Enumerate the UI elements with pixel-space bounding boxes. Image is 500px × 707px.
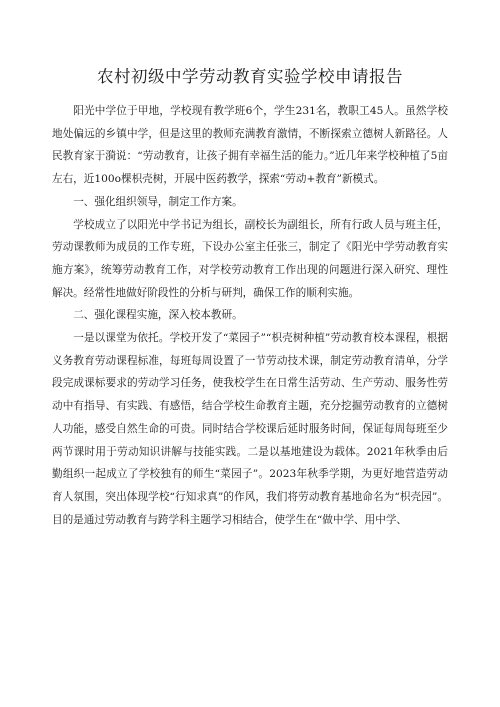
- section-1-paragraph: 学校成立了以阳光中学书记为组长，副校长为副组长，所有行政人员与班主任，劳动课教师为成员的工作专班，下设办公室主任张三，制定了《阳光中学劳动教育实施方案》，统筹劳动教育工作，对学校劳动教育工作出现的问题进行深入研究、理性解决。经常性地做好阶段性的分析与研判，确保工作的顺利实施。: [52, 218, 448, 299]
- document-title: 农村初级中学劳动教育实验学校申请报告: [97, 67, 403, 86]
- intro-paragraph: 阳光中学位于甲地，学校现有教学班6个，学生231名，教职工45人。虽然学校地处偏远的乡镇中学，但是这里的教师充满教育激情，不断探索立德树人新路径。人民教育家于漪说：“劳动教育，让孩子拥有幸福生活的能力。”近几年来学校种植了5亩左右，近100o棵枳壳树，开展中医药教学，探索“劳动+教育”新模式。: [52, 105, 448, 186]
- section-heading-1: 一、强化组织领导，制定工作方案。: [73, 195, 243, 208]
- section-2-paragraph: 一是以课堂为依托。学校开发了“菜园子”“枳壳树种植”劳动教育校本课程，根据义务教育劳动课程标准，每班每周设置了一节劳动技术课，制定劳动教育清单，分学段完成课标要求的劳动学习任务，使我校学生在日常生活劳动、生产劳动、服务性劳动中有指导、有实践、有感悟，结合学校生命教育主题，充分挖掘劳动教育的立德树人功能，感受自然生命的可贵。同时结合学校课后延时服务时间，保证每周每班至少两节课时用于劳动知识讲解与技能实践。二是以基地建设为载体。2021年秋季由后勤组织一起成立了学校独有的师生“菜园子”。2023年秋季学期，为更好地营造劳动育人氛围，突出体现学校“行知求真”的作风，我们将劳动教育基地命名为“枳壳园”。目的是通过劳动教育与跨学科主题学习相结合，使学生在“做中学、用中学、: [52, 332, 448, 526]
- section-heading-2: 二、强化课程实施，深入校本教研。: [73, 309, 243, 322]
